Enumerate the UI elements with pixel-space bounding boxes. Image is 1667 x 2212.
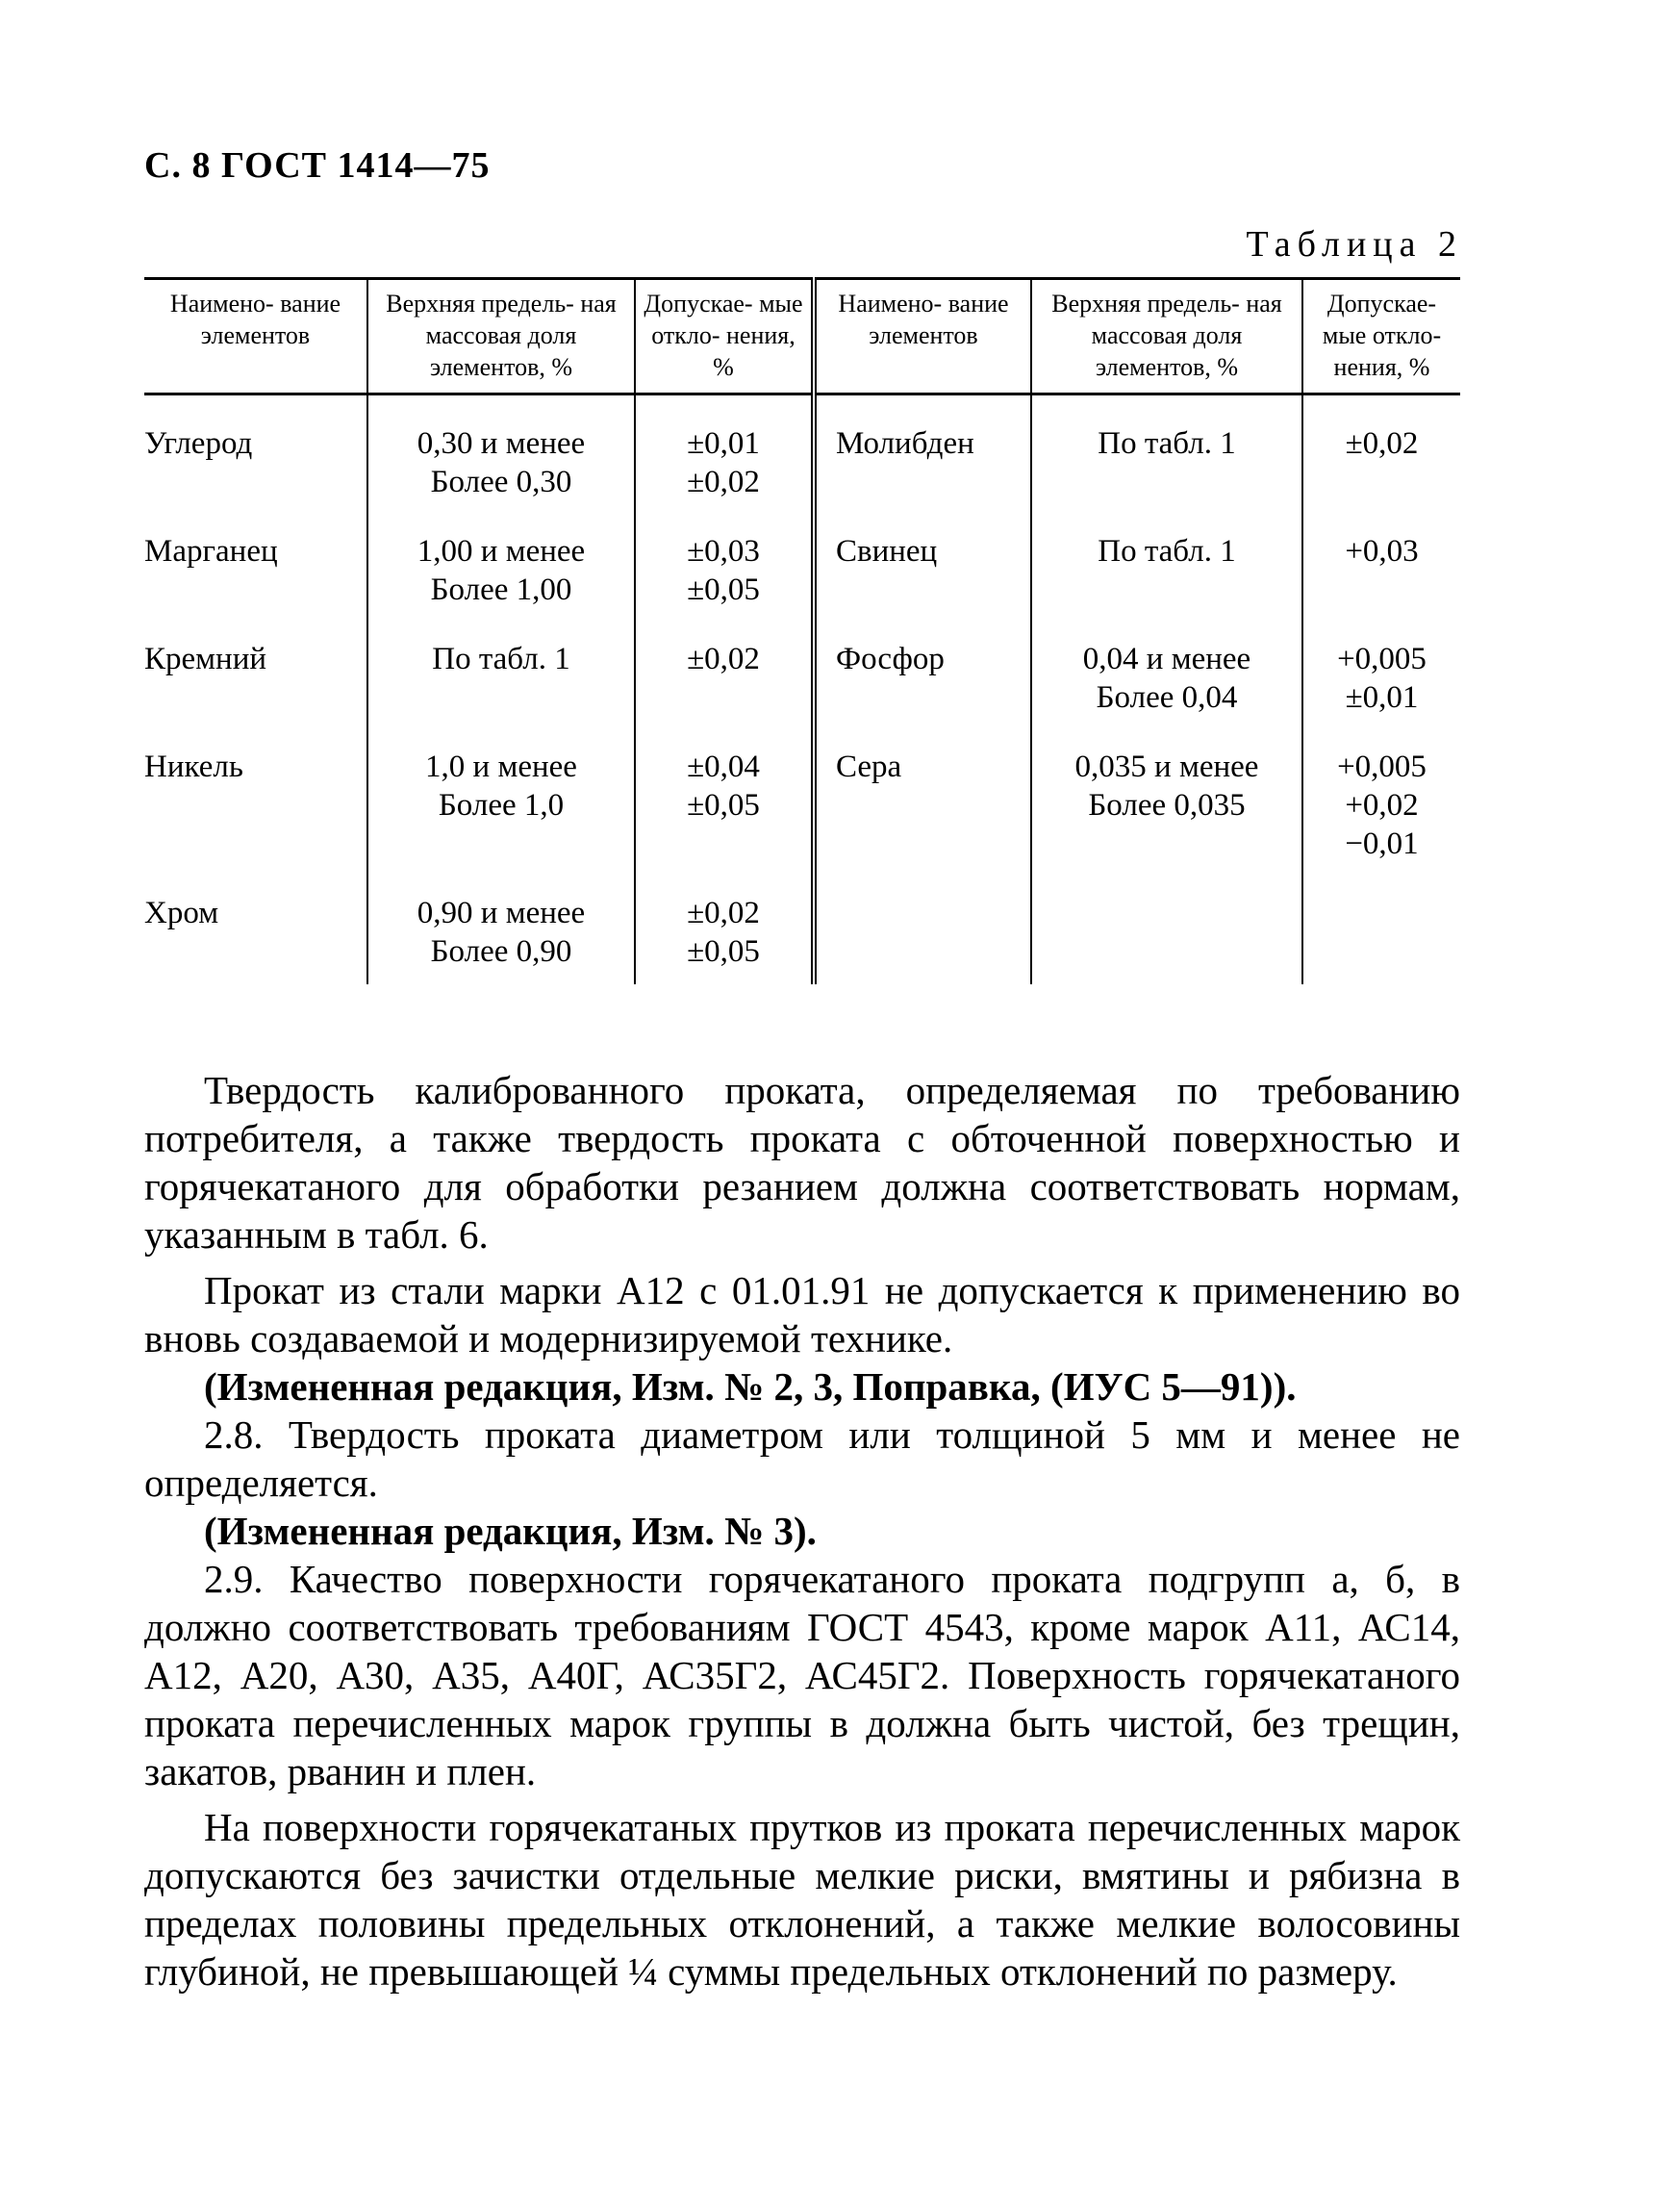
header-deviation-2: Допускае- мые откло- нения, % (1302, 279, 1460, 394)
body-text (144, 1066, 1460, 1996)
upper-limit-value: По табл. 1 (1098, 426, 1236, 461)
table-caption: Таблица 2 (1246, 224, 1463, 265)
deviation-cell (635, 623, 814, 730)
table-row (144, 515, 1460, 623)
table-row (144, 730, 1460, 877)
deviation-cell (635, 730, 814, 877)
upper-limit-cell (1031, 623, 1302, 730)
header-deviation: Допускае- мые откло- нения, % (635, 279, 814, 394)
upper-limit-cell (367, 877, 635, 984)
upper-limit-value: По табл. 1 (1098, 534, 1236, 569)
upper-limit-value: По табл. 1 (432, 642, 570, 676)
element-name-cell: Фосфор (814, 623, 1031, 730)
deviation-cell (635, 515, 814, 623)
upper-limit-value: 1,00 и менее (417, 534, 586, 569)
deviation-value: ±0,05 (687, 572, 760, 607)
table-row (144, 877, 1460, 984)
header-element-name-2: Наимено- вание элементов (814, 279, 1031, 394)
paragraph: На поверхности горячекатаных прутков из проката перечисленных марок допускаются без зачистки отдельные мелкие риски, вмятины и рябизна в пределах половины предельных отклонений, а также мелкие волосовины глубиной, не превышающей ¼ суммы предельных отклонений по размеру. (144, 1805, 1460, 1994)
deviation-cell (635, 394, 814, 516)
deviation-value: ±0,05 (687, 788, 760, 823)
element-deviation-table (144, 277, 1460, 984)
paragraph: Прокат из стали марки А12 с 01.01.91 не допускается к применению во вновь создаваемой и модернизируемой технике. (144, 1268, 1460, 1360)
deviation-cell (1302, 623, 1460, 730)
upper-limit-value: 0,90 и менее (417, 896, 586, 930)
deviation-value: ±0,04 (687, 750, 760, 784)
upper-limit-value: Более 0,30 (430, 465, 572, 499)
upper-limit-cell (1031, 515, 1302, 623)
deviation-value: ±0,03 (687, 534, 760, 569)
table-body (144, 394, 1460, 985)
deviation-value: ±0,02 (687, 465, 760, 499)
upper-limit-value: Более 1,0 (438, 788, 565, 823)
element-name-cell: Углерод (144, 426, 253, 461)
deviation-value: ±0,02 (1345, 426, 1419, 461)
upper-limit-cell (367, 394, 635, 516)
deviation-value: +0,005 (1337, 642, 1427, 676)
deviation-cell (635, 877, 814, 984)
element-name-cell: Сера (814, 730, 1031, 877)
element-name-cell: Марганец (144, 534, 278, 569)
upper-limit-cell (367, 623, 635, 730)
element-name-cell (814, 877, 1031, 984)
table-row (144, 394, 1460, 516)
deviation-value: +0,03 (1345, 534, 1419, 569)
upper-limit-cell (1031, 877, 1302, 984)
upper-limit-value: Более 0,035 (1088, 788, 1246, 823)
deviation-cell (1302, 394, 1460, 516)
deviation-cell (1302, 515, 1460, 623)
deviation-value: ±0,02 (687, 896, 760, 930)
deviation-value: −0,01 (1345, 826, 1419, 861)
paragraph: 2.8. Твердость проката диаметром или толщиной 5 мм и менее не определяется. (144, 1412, 1460, 1505)
deviation-value: ±0,05 (687, 934, 760, 969)
header-upper-limit: Верхняя предель- ная массовая доля элементов, % (367, 279, 635, 394)
upper-limit-cell (367, 730, 635, 877)
deviation-value: +0,005 (1337, 750, 1427, 784)
deviation-value: ±0,02 (687, 642, 760, 676)
element-name-cell: Кремний (144, 642, 267, 676)
upper-limit-cell (1031, 394, 1302, 516)
upper-limit-value: Более 1,00 (430, 572, 572, 607)
table-container (144, 277, 1460, 984)
deviation-cell (1302, 877, 1460, 984)
deviation-value: +0,02 (1345, 788, 1419, 823)
upper-limit-value: 0,035 и менее (1074, 750, 1259, 784)
deviation-value: ±0,01 (687, 426, 760, 461)
element-name-cell: Никель (144, 750, 243, 784)
upper-limit-value: 0,04 и менее (1082, 642, 1251, 676)
amendment-note: (Измененная редакция, Изм. № 2, 3, Поправка, (ИУС 5—91)). (204, 1364, 1297, 1409)
upper-limit-cell (1031, 730, 1302, 877)
paragraph: 2.9. Качество поверхности горячекатаного проката подгрупп а, б, в должно соответствовать требованиям ГОСТ 4543, кроме марок А11, АС14, А12, А20, А30, А35, А40Г, АС35Г2, АС45Г2. Поверхность горячекатаного проката перечисленных марок группы в должна быть чистой, без трещин, закатов, рванин и плен. (144, 1557, 1460, 1793)
amendment-note: (Измененная редакция, Изм. № 3). (204, 1509, 817, 1553)
upper-limit-value: 1,0 и менее (425, 750, 577, 784)
upper-limit-value: Более 0,90 (430, 934, 572, 969)
element-name-cell: Свинец (814, 515, 1031, 623)
upper-limit-value: Более 0,04 (1096, 680, 1238, 715)
element-name-cell: Хром (144, 896, 219, 930)
deviation-value: ±0,01 (1345, 680, 1419, 715)
header-element-name: Наимено- вание элементов (144, 279, 367, 394)
page-header: С. 8 ГОСТ 1414—75 (144, 145, 491, 186)
table-row (144, 623, 1460, 730)
paragraph: Твердость калиброванного проката, определяемая по требованию потребителя, а также твердость проката с обточенной поверхностью и горячекатаного для обработки резанием должна соответствовать нормам, указанным в табл. 6. (144, 1068, 1460, 1257)
deviation-cell (1302, 730, 1460, 877)
upper-limit-cell (367, 515, 635, 623)
upper-limit-value: 0,30 и менее (417, 426, 586, 461)
header-upper-limit-2: Верхняя предель- ная массовая доля элементов, % (1031, 279, 1302, 394)
table-header-row (144, 279, 1460, 394)
element-name-cell: Молибден (814, 394, 1031, 516)
